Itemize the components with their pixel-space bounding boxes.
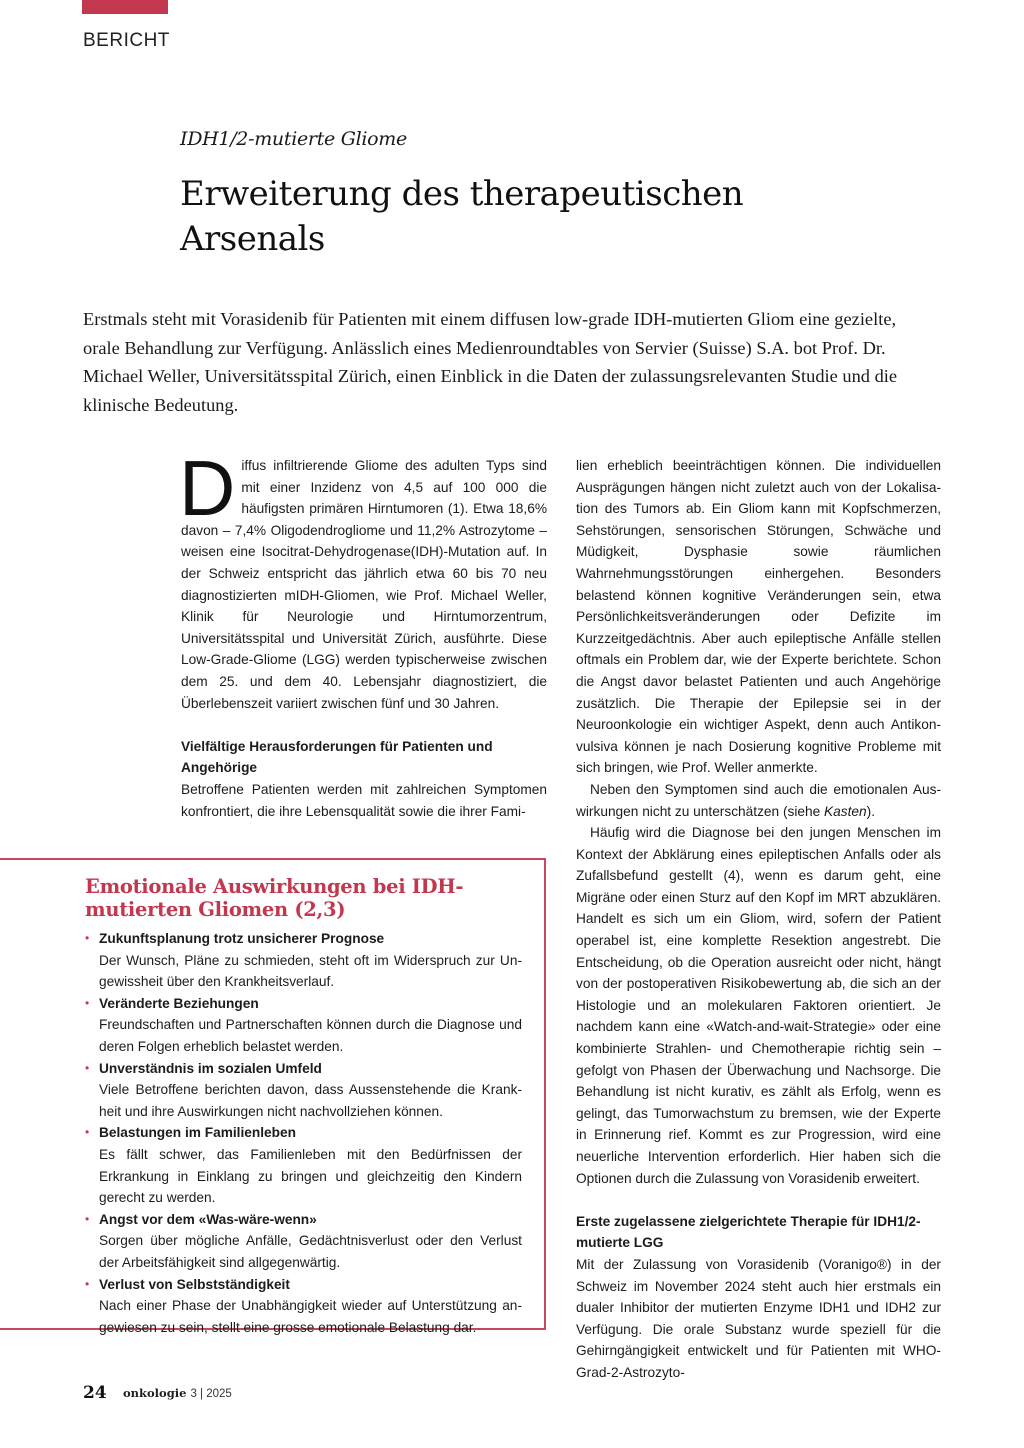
list-item-title: Zukunftsplanung trotz unsicherer Prognose [99,931,385,946]
bullet-icon: • [85,1060,90,1075]
journal-info [123,1386,232,1400]
bullet-icon: • [85,931,90,945]
bullet-icon: • [85,1211,90,1226]
subheading-challenges: Vielfältige Herausforderungen für Patienten und Angehörige [181,738,493,776]
left-column [179,444,547,822]
list-item-text: Sorgen über mögliche Anfälle, Gedächtnisverlust oder den Verlust der Arbeitsfähigkeit sind allgegenwärtig. [99,1233,522,1270]
journal-issue: 3 | 2025 [190,1388,232,1400]
dropcap: D [179,444,236,532]
list-item-title: Unverständnis im sozialen Umfeld [99,1060,322,1076]
section-accent-bar [82,0,168,14]
subheading-therapy: Erste zugelassene zielgerichtete Therapie für IDH1/2-mutierte LGG [576,1213,921,1251]
list-item-text: Es fällt schwer, das Familienleben mit den Bedürfnissen der Erkrankung in Einklang zu bringen und gleichzeitig den Kindern gerecht zu werden. [99,1146,522,1206]
right-column [576,455,941,1384]
list-item [85,1209,522,1274]
list-item-text: Freundschaften und Partnerschaften können durch die Diagnose und deren Folgen erheblich belastet werden. [99,1017,522,1054]
body-paragraph: Mit der Zulassung von Vorasidenib (Voranigo®) in der Schweiz im November 2024 steht auch hier erstmals ein dualer Inhibitor der mutierten Enzyme IDH1 und IDH2 zur Verfügung. Die orale Substanz wurde speziell für die Gehirngängigkeit entwickelt und für Patienten mit WHO-Grad-2-Astrozyto- [576,1256,941,1380]
article-kicker: IDH1/2-mutierte Gliome [180,128,407,150]
list-item [85,1122,522,1208]
bullet-icon: • [85,1276,90,1291]
info-box-title: Emotionale Auswirkungen bei IDH-mutierten Gliomen (2,3) [85,875,464,921]
list-item [85,993,522,1058]
body-paragraph: Betroffene Patienten werden mit zahlreichen Symptomen konfrontiert, die ihre Lebensqualität sowie die ihrer Fami- [181,781,547,819]
body-paragraph: Häufig wird die Diagnose bei den jungen Menschen im Kontext der Abklärung eines epileptischen Anfalls oder als Zufallsbefund gestellt (4), wenn es darum geht, eine Migräne oder einen Sturz auf den Kopf im MRT abzuklären. Handelt es sich um ein Gliom, wird, sofern der Patient operabel ist, eine komplette Resektion angestrebt. Die Entscheidung, ob die Operation ausreicht oder nicht, hängt von der postoperativen Risikobewertung ab, die sich an der Histologie und an molekularen Faktoren orientiert. Je nachdem kann eine «Watch-and-wait-Strategie» oder eine kombinierte Strahlen- und Chemotherapie richtig sein – gefolgt von Phasen der Überwachung und Nachsorge. Die Behandlung ist nicht kurativ, es zählt als Erfolg, wenn es gelingt, das Tumorwachstum zu bremsen, wie der Experte in Erinnerung rief. Kommt es zur Progression, wird eine neuerliche Intervention erforderlich. Hier haben sich die Optionen durch die Zulassung von Vorasidenib erweitert. [576,825,941,1186]
list-item-title: Veränderte Beziehungen [99,995,259,1011]
page-footer [83,1383,232,1403]
page-number: 24 [83,1383,107,1403]
info-box-list [85,928,522,1338]
list-item-text: Der Wunsch, Pläne zu schmieden, steht oft im Widerspruch zur Ungewissheit über den Krankheitsverlauf. [99,952,522,990]
list-item-title: Verlust von Selbstständigkeit [99,1276,290,1292]
list-item [85,928,522,993]
intro-text: iffus infiltrierende Gliome des adulten Typs sind mit einer Inzidenz von 4,5 auf 100 000 die häufigsten primären Hirntumoren (1). Etwa 18,6% davon – 7,4% Oligodendrogliome und 11,2% Astrozytome – weisen eine Isocitrat-Dehydrogenase(IDH)-Mutation auf. In der Schweiz entspricht das jährlich etwa 60 bis 70 neu diagnostizierten mIDH-Gliomen, wie Prof. Michael Weller, Klinik für Neurologie und Hirntumorzentrum, Universitätsspital und Universität Zürich, ausführte. Diese Low-Grade-Gliome (LGG) werden typischerweise zwischen dem 25. und dem 40. Lebensjahr diagnostiziert, die Überlebenszeit variiert zwischen fünf und 30 Jahren. [181,458,547,711]
box-reference: Kasten [824,803,867,819]
list-item-text: Nach einer Phase der Unabhängigkeit wieder auf Unterstützung angewiesen zu sein, stellt eine grosse emotionale Belastung dar. [99,1298,522,1335]
list-item-title: Belastungen im Familienleben [99,1125,296,1141]
body-paragraph: lien erheblich beeinträchtigen können. Die individuellen Ausprägungen hängen nicht zuletzt auch von der Lokalisation des Tumors ab. Ein Gliom kann mit Kopfschmerzen, Sehstörungen, sensorischen Störungen, Schwäche und Müdigkeit, Dysphasie sowie räumlichen Wahrnehmungsstörungen einhergehen. Besonders belastend können kognitive Veränderungen sein, etwa Persönlichkeitsveränderungen oder Defizite im Kurzzeitgedächtnis. Aber auch epileptische Anfälle stellen oftmals ein Problem dar, wie der Experte berichtete. Schon die Angst davor belastet Patienten und auch Angehörige zusätzlich. Die Therapie der Epilepsie sei in der Neuroonkologie ein wichtiger Aspekt, denn auch Antikonvulsiva können je nach Dosierung kognitive Probleme mit sich bringen, wie Prof. Weller anmerkte. [576,458,941,776]
bullet-icon: • [85,1125,90,1140]
section-label: BERICHT [83,30,170,51]
list-item [85,1274,522,1339]
article-title: Erweiterung des therapeutischen Arsenals [180,174,744,259]
text-span: ). [866,803,876,819]
body-paragraph [576,779,941,822]
article-lead: Erstmals steht mit Vorasidenib für Patienten mit einem diffusen low-grade IDH-mutierten Gliom eine gezielte, orale Behandlung zur Verfügung. Anlässlich eines Medienroundtables von Servier (Suisse) S.A. bot Prof. Dr. Michael Weller, Universitätsspital Zürich, einen Einblick in die Daten der zulassungsrelevanten Studie und die klinische Bedeutung. [83,309,898,415]
bullet-icon: • [85,995,90,1010]
text-span: Neben den Symptomen sind auch die emotionalen Auswirkungen nicht zu unterschätzen (siehe [576,781,941,819]
list-item-title: Angst vor dem «Was-wäre-wenn» [99,1211,317,1227]
list-item [85,1058,522,1123]
journal-name: onkologie [123,1386,187,1400]
intro-paragraph [179,444,547,714]
list-item-text: Viele Betroffene berichten davon, dass Aussenstehende die Krankheit und ihre Auswirkungen nicht nachvollziehen können. [99,1082,522,1119]
